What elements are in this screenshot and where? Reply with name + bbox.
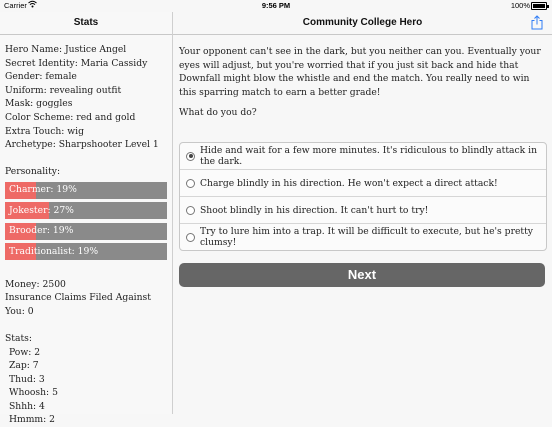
info-secret-identity: Secret Identity: Maria Cassidy	[5, 57, 148, 69]
share-icon[interactable]	[530, 15, 544, 30]
stat-zap: Zap: 7	[9, 360, 39, 372]
info-color-scheme: Color Scheme: red and gold	[5, 111, 136, 123]
info-hero-name: Hero Name: Justice Angel	[5, 44, 127, 55]
choice-option[interactable]	[180, 143, 546, 170]
stat-shhh: Shhh: 4	[9, 400, 45, 412]
choice-option[interactable]	[180, 224, 546, 250]
main-header	[173, 12, 552, 35]
radio-button[interactable]	[186, 152, 195, 161]
choice-label: Try to lure him into a trap. It will be difficult to execute, but he's pretty clumsy!	[200, 226, 533, 248]
stat-whoosh: Whoosh: 5	[9, 387, 58, 399]
personality-meter-jokester	[5, 202, 167, 219]
stat-thud: Thud: 3	[9, 373, 45, 385]
choice-list	[179, 142, 547, 251]
info-extra-touch: Extra Touch: wig	[5, 125, 84, 137]
stat-pow: Pow: 2	[9, 346, 41, 358]
personality-meter-brooder	[5, 223, 167, 240]
battery-icon	[531, 2, 547, 10]
clock: 9:56 PM	[261, 1, 291, 10]
meter-label: Traditionalist: 19%	[9, 245, 99, 257]
info-mask: Mask: goggles	[5, 98, 73, 110]
radio-button[interactable]	[186, 206, 195, 215]
choice-label: Shoot blindly in his direction. It can't hurt to try!	[200, 204, 429, 216]
stats-sidebar	[0, 12, 173, 426]
sidebar-content[interactable]	[0, 35, 172, 427]
choice-label: Hide and wait for a few more minutes. It's ridiculous to blindly attack in the dark.	[200, 145, 537, 167]
meter-label: Brooder: 19%	[9, 225, 74, 237]
personality-heading: Personality:	[5, 166, 61, 178]
sidebar-title: Stats	[0, 12, 172, 35]
info-archetype: Archetype: Sharpshooter Level 1	[5, 139, 159, 151]
next-button[interactable]: Next	[179, 263, 545, 287]
personality-meter-charmer	[5, 182, 167, 199]
meter-label: Charmer: 19%	[9, 184, 77, 196]
radio-button[interactable]	[186, 233, 195, 242]
money-value: Money: 2500	[5, 278, 66, 290]
stats-heading: Stats:	[5, 332, 32, 344]
stat-hmmm: Hmmm: 2	[9, 414, 56, 426]
choice-label: Charge blindly in his direction. He won't expect a direct attack!	[200, 177, 498, 189]
carrier-label: Carrier	[4, 1, 27, 10]
choice-option[interactable]	[180, 197, 546, 224]
insurance-claims: Insurance Claims Filed Against You: 0	[5, 292, 151, 317]
story-text: Your opponent can't see in the dark, but you neither can you. Eventually your eyes will adjust, but you're worried that if you just sit back and hide that Downfall might blow the whistle and end the match. You really need to win this sparring match to earn a better grade!	[179, 46, 541, 98]
meter-label: Jokester: 27%	[9, 204, 74, 216]
choice-prompt: What do you do?	[179, 107, 257, 118]
battery-percent: 100%	[510, 1, 530, 10]
personality-meter-traditionalist	[5, 243, 167, 260]
choice-option[interactable]	[180, 170, 546, 197]
radio-button[interactable]	[186, 179, 195, 188]
status-bar	[0, 0, 552, 12]
info-gender: Gender: female	[5, 71, 77, 83]
info-uniform: Uniform: revealing outfit	[5, 84, 122, 96]
game-title: Community College Hero	[302, 17, 423, 28]
story-panel	[173, 12, 552, 414]
